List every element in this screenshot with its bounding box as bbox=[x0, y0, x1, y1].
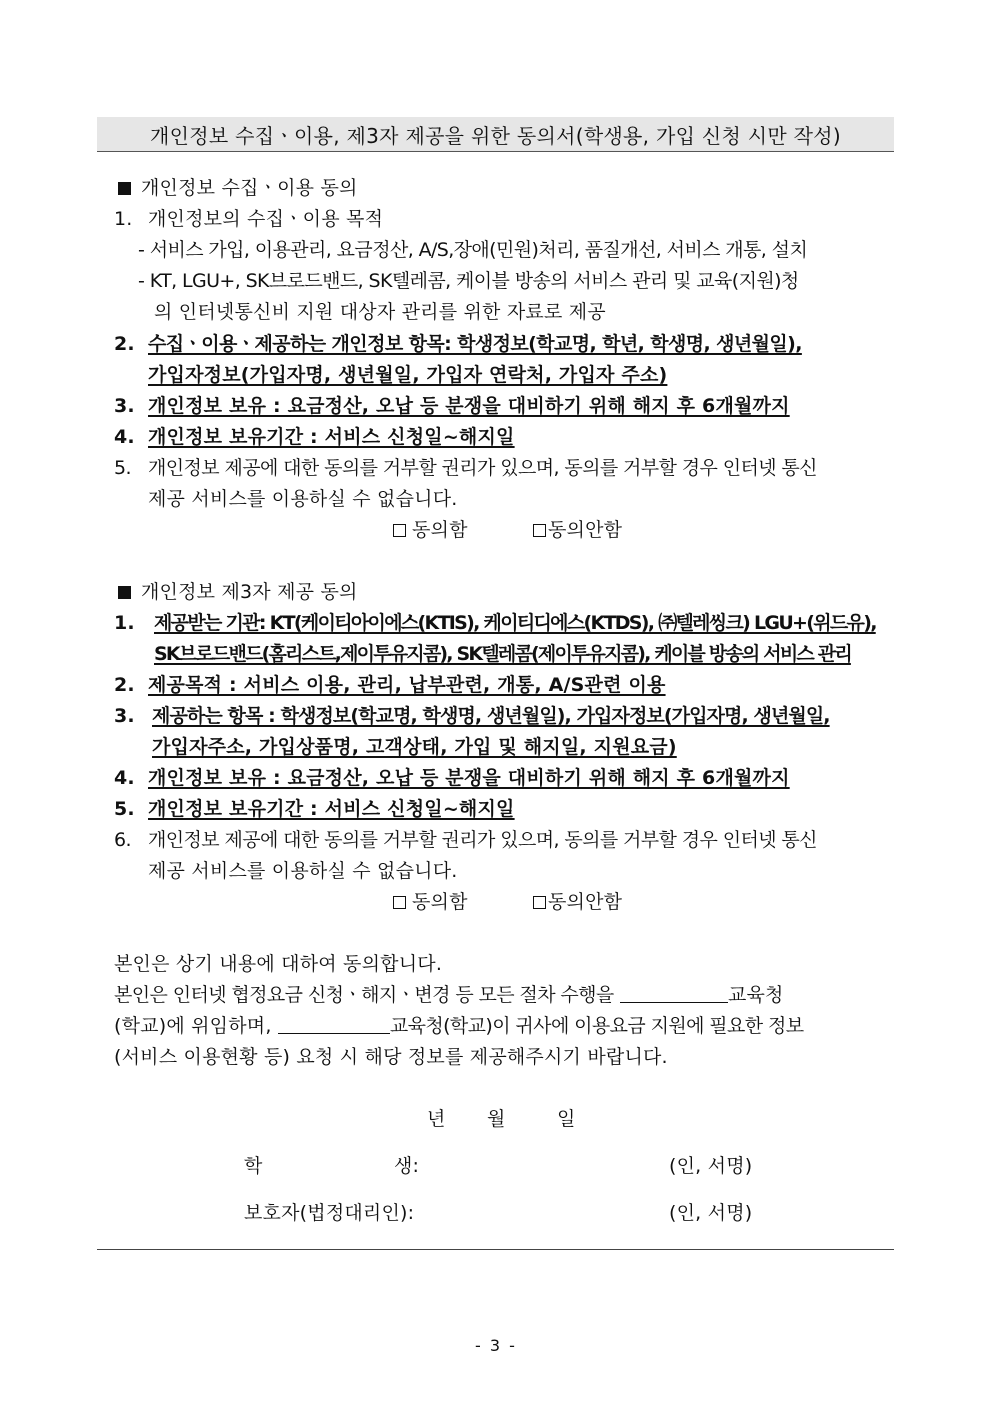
s1-bullet1: - 서비스 가입, 이용관리, 요금정산, A/S,장애(민원)처리, 품질개선, 서비스 개통, 설치 bbox=[138, 239, 808, 261]
s1-item5-line2: 제공 서비스를 이용하실 수 없습니다. bbox=[148, 488, 458, 510]
agency-blank-field[interactable] bbox=[620, 984, 728, 1003]
s2-item5: 5. 개인정보 보유기간 : 서비스 신청일~해지일 bbox=[114, 798, 515, 820]
disagree-checkbox-icon[interactable] bbox=[533, 524, 546, 537]
s2-item3-line1: 3. 제공하는 항목 : 학생정보(학교명, 학생명, 생년월일), 가입자정보(가입자명, 생년월일, bbox=[114, 705, 830, 727]
s1-item1: 1. 개인정보의 수집ㆍ이용 목적 bbox=[114, 208, 384, 230]
section2-heading: 개인정보 제3자 제공 동의 bbox=[118, 580, 358, 604]
disagree-checkbox-icon[interactable] bbox=[533, 896, 546, 909]
s2-item6-line1: 6. 개인정보 제공에 대한 동의를 거부할 권리가 있으며, 동의를 거부할 경우 인터넷 통신 bbox=[114, 829, 817, 851]
student-label-a: 학 bbox=[244, 1155, 263, 1177]
consent-line1: 본인은 상기 내용에 대하여 동의합니다. bbox=[114, 953, 443, 975]
s2-item6-line2: 제공 서비스를 이용하실 수 없습니다. bbox=[148, 860, 458, 882]
s1-item2-line1: 2. 수집ㆍ이용ㆍ제공하는 개인정보 항목: 학생정보(학교명, 학년, 학생명, 생년월일), bbox=[114, 333, 802, 355]
s1-bullet2-line1: - KT, LGU+, SK브로드밴드, SK텔레콤, 케이블 방송의 서비스 관리 및 교육(지원)청 bbox=[138, 270, 799, 292]
s2-agree-option[interactable]: 동의함 bbox=[393, 890, 468, 914]
consent-line4: (서비스 이용현황 등) 요청 시 해당 정보를 제공해주시기 바랍니다. bbox=[114, 1046, 668, 1068]
s2-disagree-option[interactable]: 동의안함 bbox=[533, 890, 622, 914]
date-year-label: 년 bbox=[427, 1108, 446, 1130]
s2-item4: 4. 개인정보 보유 : 요금정산, 오납 등 분쟁을 대비하기 위해 해지 후 6개월까지 bbox=[114, 767, 790, 789]
bottom-divider bbox=[97, 1249, 894, 1250]
guardian-label: 보호자(법정대리인): bbox=[244, 1202, 415, 1224]
section1-heading: 개인정보 수집ㆍ이용 동의 bbox=[118, 176, 358, 200]
agree-checkbox-icon[interactable] bbox=[393, 896, 406, 909]
date-day-label: 일 bbox=[557, 1108, 576, 1130]
student-label-b: 생: bbox=[394, 1155, 420, 1177]
s1-item4: 4. 개인정보 보유기간 : 서비스 신청일~해지일 bbox=[114, 426, 515, 448]
agency-blank-field-2[interactable] bbox=[278, 1015, 390, 1034]
guardian-signature[interactable]: (인, 서명) bbox=[669, 1202, 753, 1224]
s1-item3: 3. 개인정보 보유 : 요금정산, 오납 등 분쟁을 대비하기 위해 해지 후 6개월까지 bbox=[114, 395, 790, 417]
s2-item3-line2: 가입자주소, 가입상품명, 고객상태, 가입 및 해지일, 지원요금) bbox=[152, 736, 677, 758]
student-signature[interactable]: (인, 서명) bbox=[669, 1155, 753, 1177]
date-month-label: 월 bbox=[487, 1108, 506, 1130]
s2-item2: 2. 제공목적 : 서비스 이용, 관리, 납부관련, 개통, A/S관련 이용 bbox=[114, 674, 666, 696]
s1-bullet2-line2: 의 인터넷통신비 지원 대상자 관리를 위한 자료로 제공 bbox=[154, 301, 606, 323]
s2-item1-line2: SK브로드밴드(홈리스트,제이투유지콤), SK텔레콤(제이투유지콤), 케이블 방송의 서비스 관리 bbox=[154, 643, 851, 665]
black-square-bullet-icon bbox=[118, 586, 131, 599]
page-number: - 3 - bbox=[475, 1336, 517, 1355]
agree-checkbox-icon[interactable] bbox=[393, 524, 406, 537]
document-title: 개인정보 수집ㆍ이용, 제3자 제공을 위한 동의서(학생용, 가입 신청 시만 작성) bbox=[97, 117, 894, 152]
black-square-bullet-icon bbox=[118, 182, 131, 195]
s1-item5-line1: 5. 개인정보 제공에 대한 동의를 거부할 권리가 있으며, 동의를 거부할 경우 인터넷 통신 bbox=[114, 457, 817, 479]
s1-agree-option[interactable]: 동의함 bbox=[393, 518, 468, 542]
consent-line3: (학교)에 위임하며, 교육청(학교)이 귀사에 이용요금 지원에 필요한 정보 bbox=[114, 1015, 804, 1037]
s1-item2-line2: 가입자정보(가입자명, 생년월일, 가입자 연락처, 가입자 주소) bbox=[148, 364, 668, 386]
s1-disagree-option[interactable]: 동의안함 bbox=[533, 518, 622, 542]
consent-line2: 본인은 인터넷 협정요금 신청ㆍ해지ㆍ변경 등 모든 절차 수행을 교육청 bbox=[114, 984, 784, 1006]
s2-item1-line1: 1. 제공받는 기관: KT(케이티아이에스(KTIS), 케이티디에스(KTDS), ㈜텔레씽크) LGU+(위드유), bbox=[114, 612, 876, 634]
